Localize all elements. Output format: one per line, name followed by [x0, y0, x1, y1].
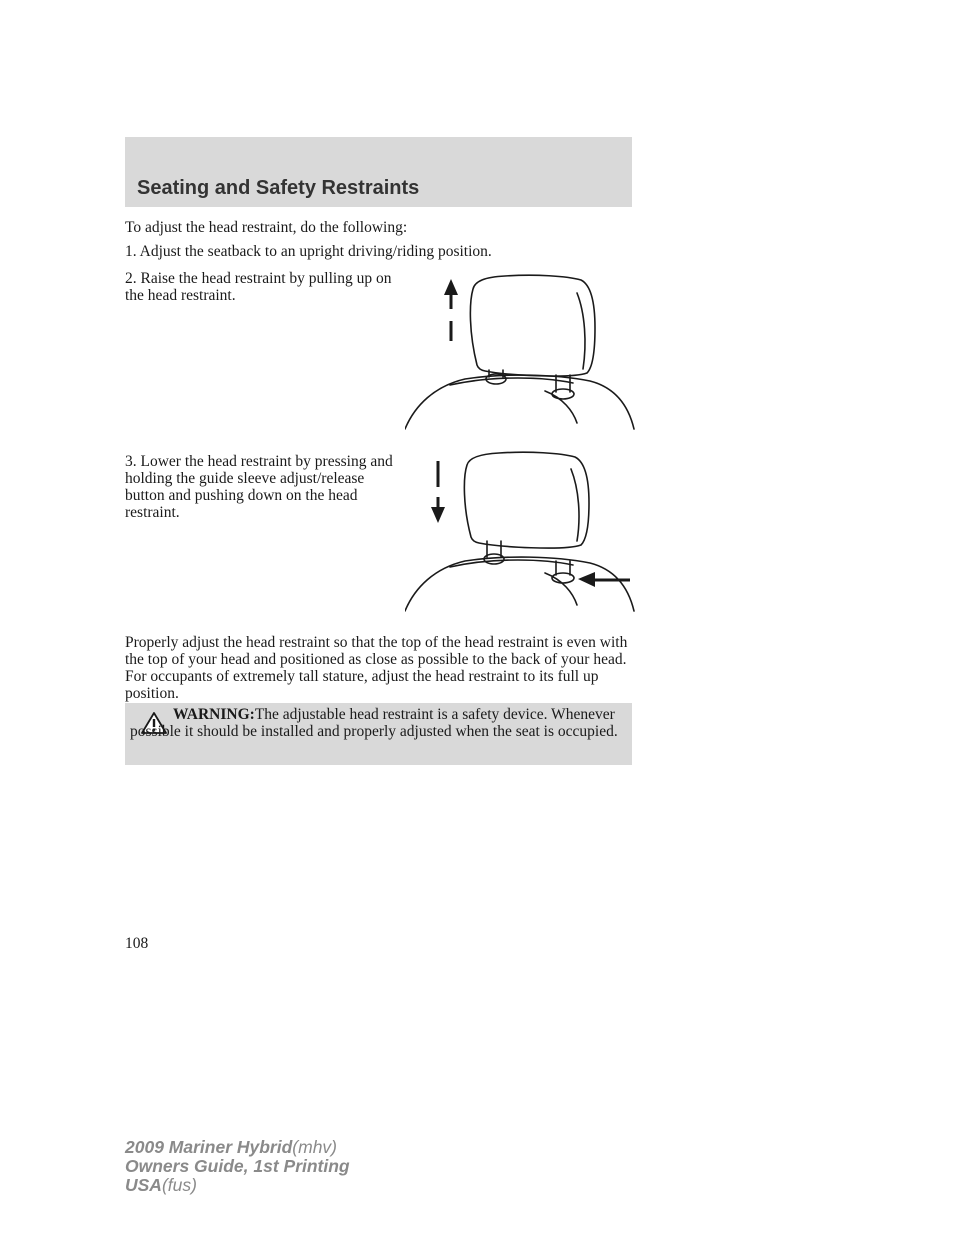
page-number: 108	[125, 935, 149, 952]
footer	[125, 1138, 350, 1195]
intro-paragraph: To adjust the head restraint, do the following:	[125, 219, 408, 236]
raise-head-restraint-illustration	[405, 273, 635, 431]
step-2-text: 2. Raise the head restraint by pulling up on the head restraint.	[125, 270, 392, 304]
arrow-down-icon	[431, 461, 445, 523]
arrow-up-icon	[444, 279, 458, 341]
warning-text	[130, 706, 625, 740]
step-1-text: 1. Adjust the seatback to an upright driving/riding position.	[125, 243, 492, 260]
footer-model: 2009 Mariner Hybrid	[125, 1137, 293, 1157]
lower-head-restraint-illustration	[405, 451, 635, 613]
warning-body: The adjustable head restraint is a safety device. Whenever possible it should be installed and properly adjusted when the seat is occupied.	[130, 706, 618, 740]
section-title: Seating and Safety Restraints	[137, 177, 420, 199]
footer-model-code: (mhv)	[292, 1137, 338, 1157]
step-3-text: 3. Lower the head restraint by pressing and holding the guide sleeve adjust/release button and pushing down on the head restraint.	[125, 453, 393, 521]
footer-line-3	[125, 1176, 350, 1195]
footer-line-2: Owners Guide, 1st Printing	[125, 1156, 350, 1176]
footer-market: USA	[125, 1175, 162, 1195]
footer-market-code: (fus)	[161, 1175, 197, 1195]
section-header-band	[125, 137, 632, 207]
warning-label: WARNING:	[173, 706, 255, 723]
body-paragraph: Properly adjust the head restraint so that the top of the head restraint is even with the top of your head and positioned as close as possible to the back of your head. For occupants of extremely tall stature, adjust the head restraint to its full up position.	[125, 634, 628, 702]
footer-line-1	[125, 1138, 350, 1157]
warning-box	[125, 703, 632, 765]
